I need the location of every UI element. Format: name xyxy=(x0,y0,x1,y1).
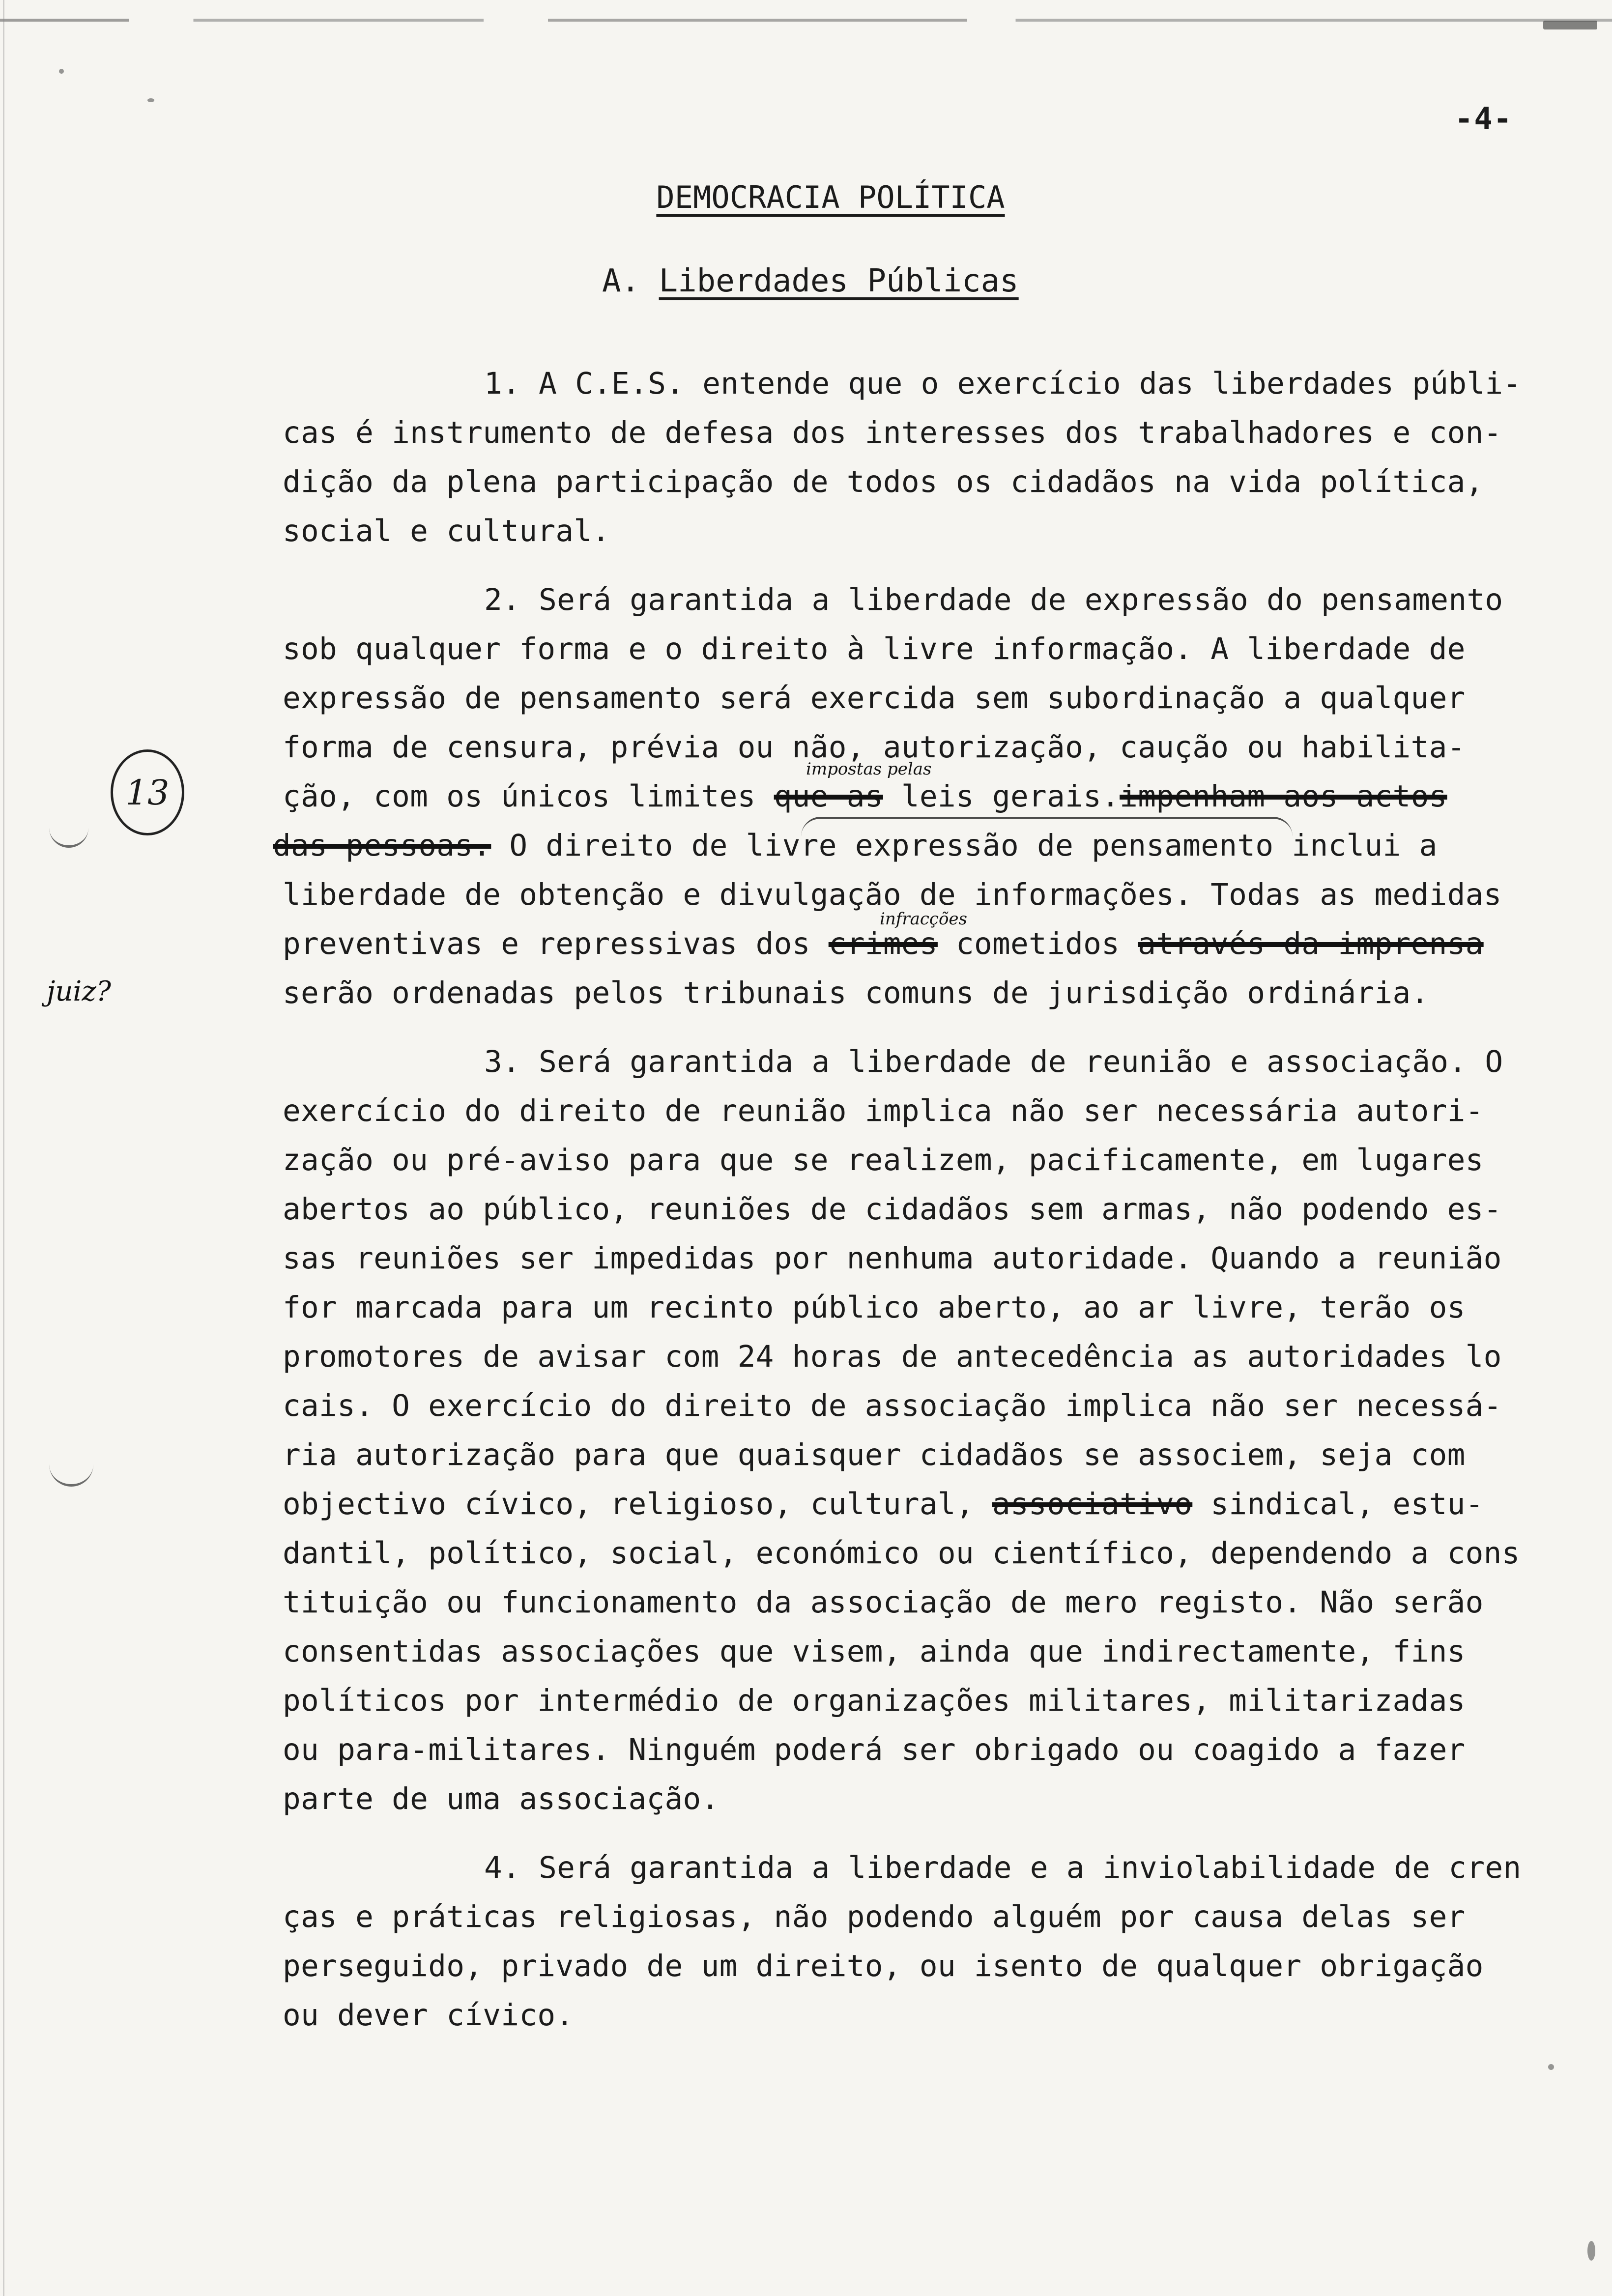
p1-line-2: cas é instrumento de defesa dos interesses dos trabalhadores e con- xyxy=(283,415,1502,450)
p1-line-1: 1. A C.E.S. entende que o exercício das liberdades públi- xyxy=(484,366,1522,401)
p2-line-4: forma de censura, prévia ou não, autorização, caução ou habilita- xyxy=(283,730,1466,765)
p2-line-1: 2. Será garantida a liberdade de expressão do pensamento xyxy=(484,582,1503,617)
p2-line-8-b: cometidos xyxy=(937,926,1138,961)
p3-line-9: ria autorização para que quaisquer cidadãos se associem, seja com xyxy=(283,1437,1466,1472)
p3-line-14: políticos por intermédio de organizações militares, militarizadas xyxy=(283,1683,1466,1718)
p2-line-6 xyxy=(273,828,1438,863)
scan-edge-mark xyxy=(1543,21,1597,29)
handwritten-insert-limits: impostas pelas xyxy=(806,759,932,779)
p2-line-5-b: leis gerais. xyxy=(883,779,1120,814)
p2-line-6-b: O direito de livre expressão de pensamento inclui a xyxy=(491,828,1438,863)
p3-line-5: sas reuniões ser impedidas por nenhuma autoridade. Quando a reunião xyxy=(283,1241,1502,1276)
struck-text: associativo xyxy=(992,1487,1193,1521)
p3-line-13: consentidas associações que visem, ainda que indirectamente, fins xyxy=(283,1634,1466,1669)
p4-line-1: 4. Será garantida a liberdade e a inviolabilidade de cren xyxy=(484,1850,1522,1885)
p3-line-12: tituição ou funcionamento da associação de mero registo. Não serão xyxy=(283,1585,1484,1620)
page-number: -4- xyxy=(1455,101,1513,137)
margin-note: juiz? xyxy=(47,976,111,1007)
scan-speck xyxy=(1548,2064,1554,2070)
p3-line-7: promotores de avisar com 24 horas de antecedência as autoridades lo xyxy=(283,1339,1502,1374)
p3-line-3: zação ou pré-aviso para que se realizem, pacificamente, em lugares xyxy=(283,1143,1484,1177)
scan-speck xyxy=(59,69,64,74)
margin-curve-mark xyxy=(49,1455,93,1487)
struck-text: impenham aos actos xyxy=(1120,779,1447,814)
p2-line-5 xyxy=(283,779,1447,814)
p3-line-4: abertos ao público, reuniões de cidadãos sem armas, não podendo es- xyxy=(283,1192,1502,1227)
struck-text: crimes xyxy=(828,926,938,961)
p3-line-10 xyxy=(283,1487,1484,1521)
section-letter: A. xyxy=(602,263,659,299)
margin-curve-mark xyxy=(49,816,88,848)
p3-line-1: 3. Será garantida a liberdade de reunião e associação. O xyxy=(484,1044,1503,1079)
struck-text: das pessoas. xyxy=(273,828,491,863)
p4-line-2: ças e práticas religiosas, não podendo alguém por causa delas ser xyxy=(283,1899,1466,1934)
p4-line-4: ou dever cívico. xyxy=(283,1998,574,2033)
scan-speck xyxy=(147,98,154,102)
scan-edge-left xyxy=(3,0,4,2296)
scan-speck xyxy=(1587,2241,1595,2261)
p3-line-8: cais. O exercício do direito de associação implica não ser necessá- xyxy=(283,1388,1502,1423)
p3-line-10-a: objectivo cívico, religioso, cultural, xyxy=(283,1487,992,1521)
p3-line-15: ou para-militares. Ninguém poderá ser obrigado ou coagido a fazer xyxy=(283,1732,1466,1767)
p2-line-3: expressão de pensamento será exercida sem subordinação a qualquer xyxy=(283,681,1466,716)
p3-line-2: exercício do direito de reunião implica não ser necessária autori- xyxy=(283,1093,1484,1128)
struck-text: através da imprensa xyxy=(1138,926,1484,961)
p1-line-4: social e cultural. xyxy=(283,514,610,548)
scan-edge-top xyxy=(0,19,1612,22)
p3-line-16: parte de uma associação. xyxy=(283,1781,720,1816)
circled-number-text: 13 xyxy=(125,772,170,813)
p2-line-8-a: preventivas e repressivas dos xyxy=(283,926,829,961)
p2-line-2: sob qualquer forma e o direito à livre informação. A liberdade de xyxy=(283,631,1466,666)
p2-line-5-a: ção, com os únicos limites xyxy=(283,779,774,814)
section-subtitle-text: Liberdades Públicas xyxy=(659,263,1019,299)
p3-line-11: dantil, político, social, económico ou científico, dependendo a cons xyxy=(283,1536,1520,1571)
p3-line-6: for marcada para um recinto público aberto, ao ar livre, terão os xyxy=(283,1290,1466,1325)
struck-text: que as xyxy=(774,779,883,814)
page-title: DEMOCRACIA POLÍTICA xyxy=(656,179,1005,215)
p2-line-9: serão ordenadas pelos tribunais comuns de jurisdição ordinária. xyxy=(283,976,1429,1010)
circled-number xyxy=(111,749,184,835)
handwritten-insert-infractions: infracções xyxy=(880,909,968,929)
section-subtitle xyxy=(602,263,1019,299)
p4-line-3: perseguido, privado de um direito, ou isento de qualquer obrigação xyxy=(283,1949,1484,1983)
p3-line-10-b: sindical, estu- xyxy=(1192,1487,1484,1521)
p2-line-7: liberdade de obtenção e divulgação de informações. Todas as medidas xyxy=(283,877,1502,912)
p1-line-3: dição da plena participação de todos os cidadãos na vida política, xyxy=(283,464,1484,499)
p2-line-8 xyxy=(283,926,1484,961)
